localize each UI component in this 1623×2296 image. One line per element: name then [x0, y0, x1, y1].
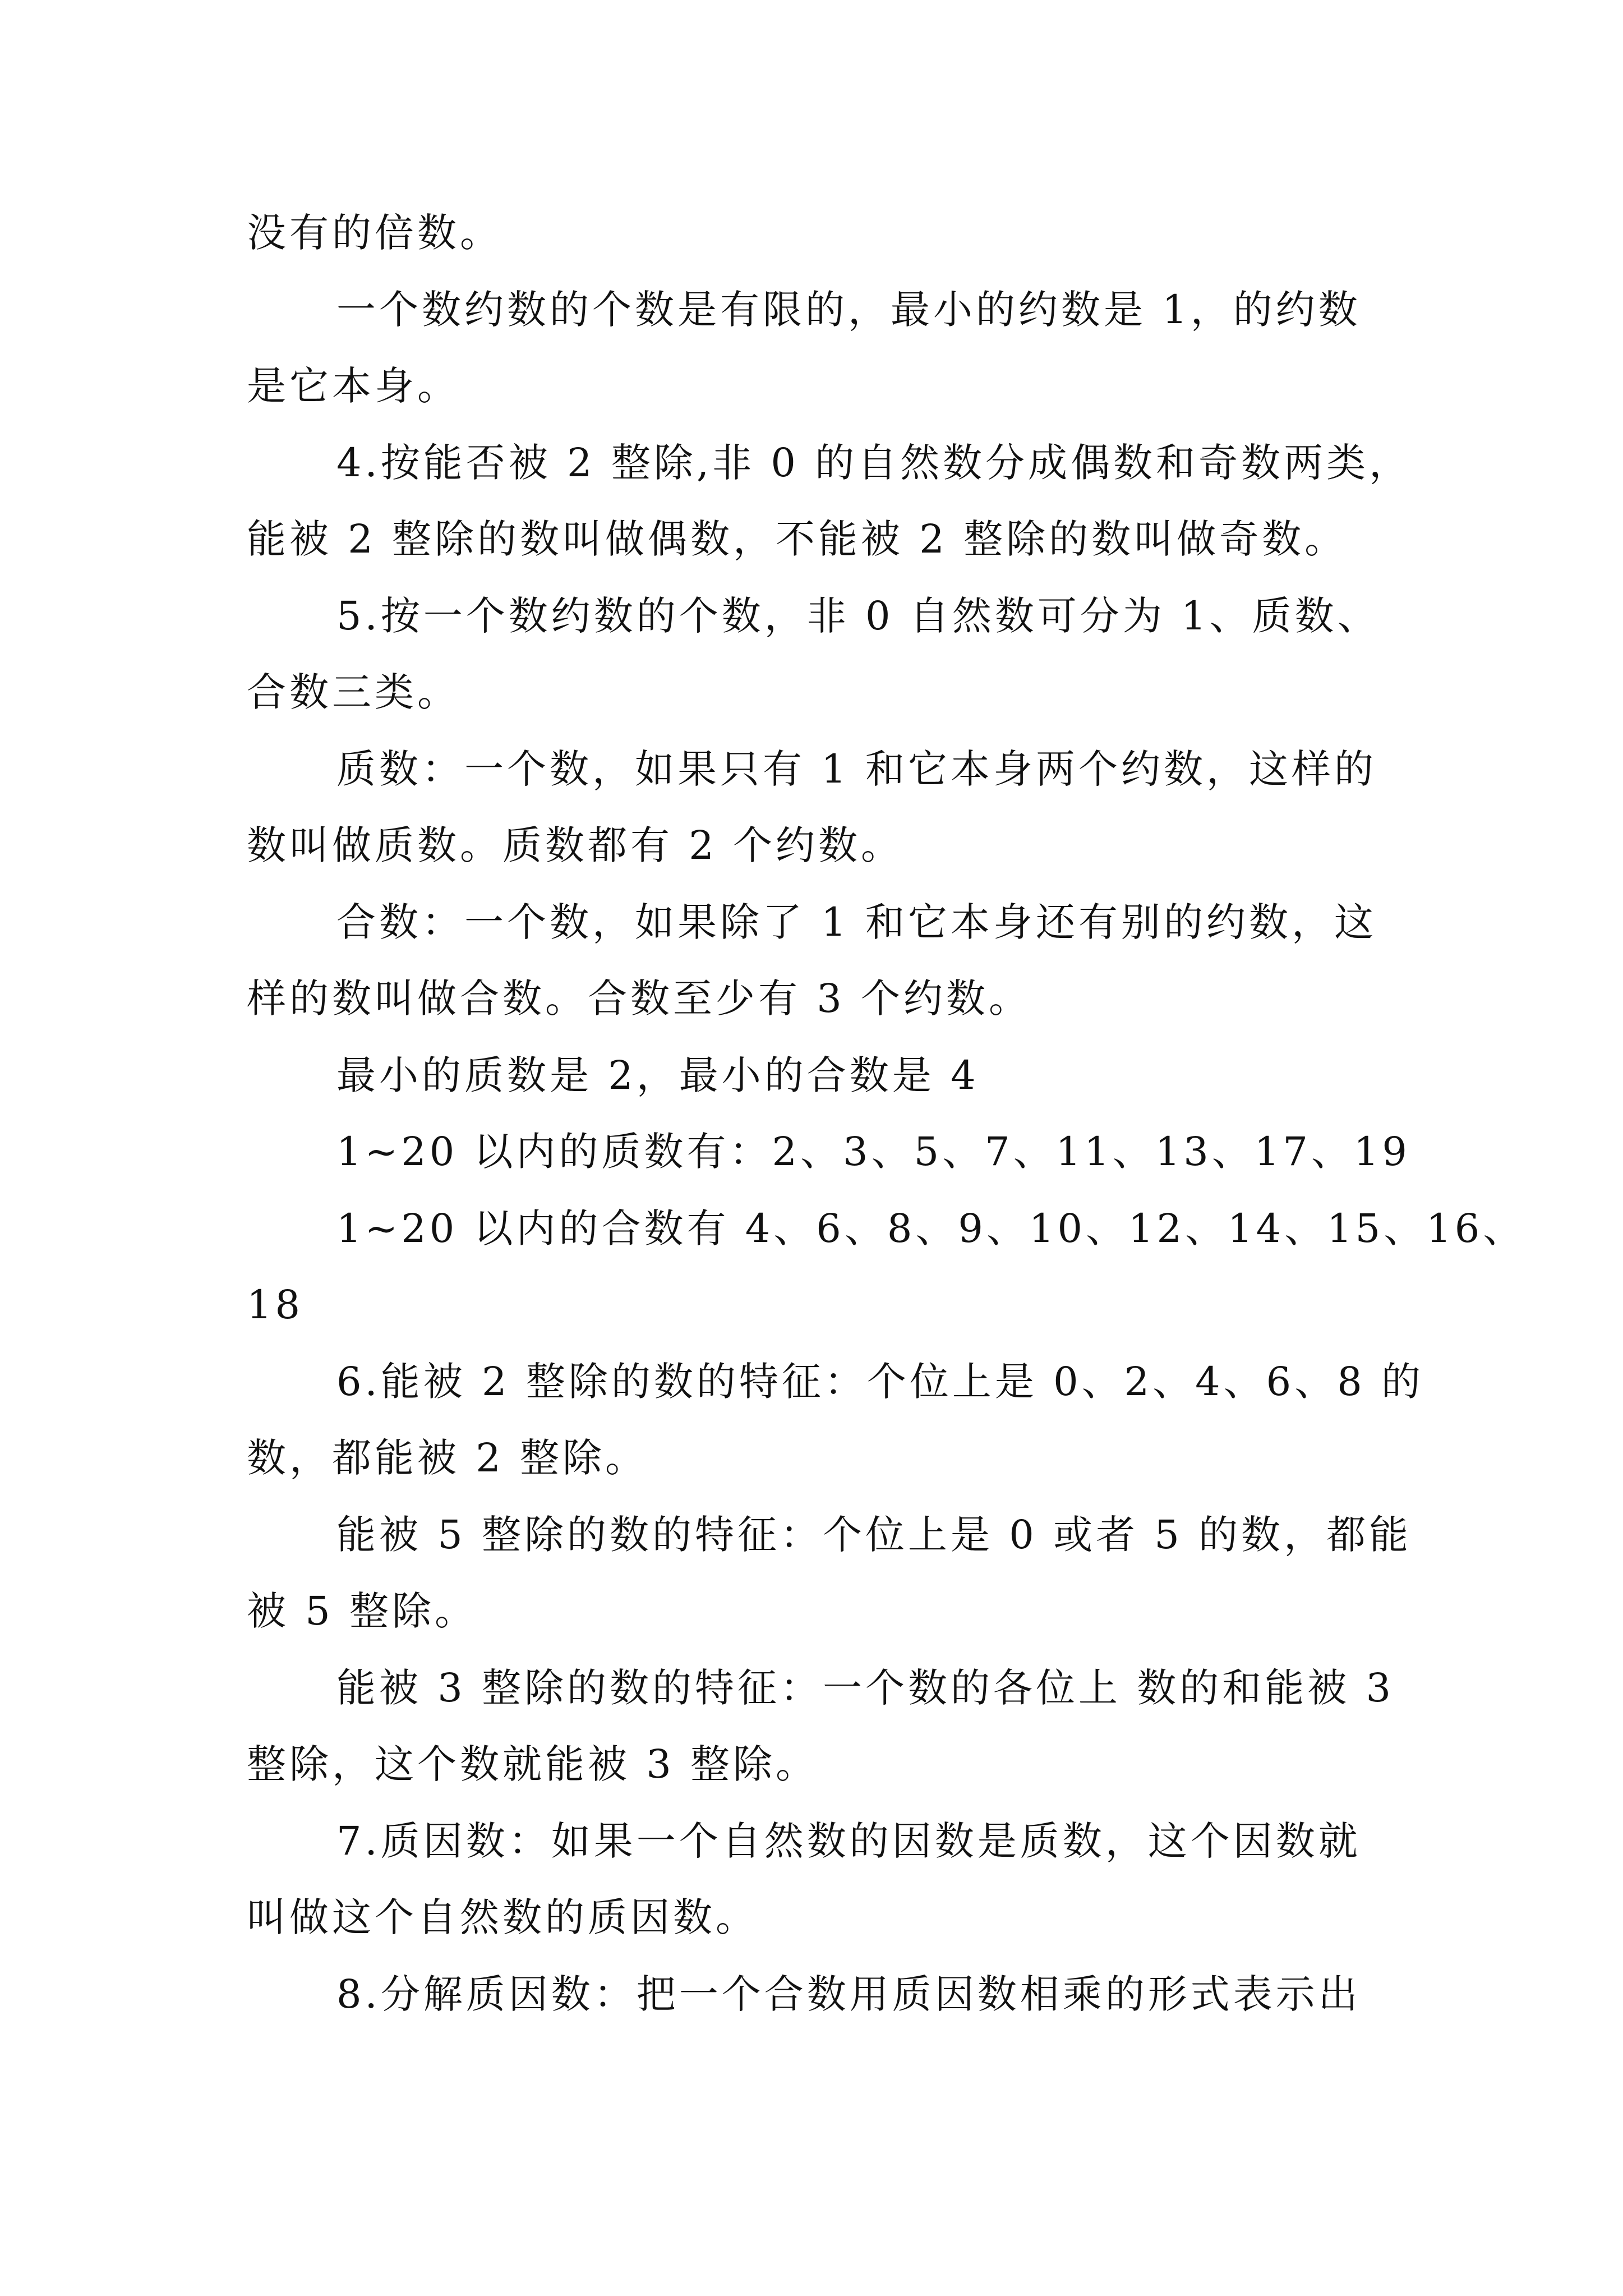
text-line-18: 能被 5 整除的数的特征：个位上是 0 或者 5 的数，都能	[336, 1512, 1412, 1558]
text-line-15: 18	[247, 1282, 304, 1328]
text-line-1: 没有的倍数。	[247, 210, 502, 256]
text-line-16: 6.能被 2 整除的数的特征：个位上是 0、2、4、6、8 的	[336, 1359, 1424, 1405]
text-line-22: 7.质因数：如果一个自然数的因数是质数，这个因数就	[336, 1818, 1361, 1864]
text-line-10: 合数：一个数，如果除了 1 和它本身还有别的约数，这	[336, 899, 1377, 945]
text-line-2: 一个数约数的个数是有限的，最小的约数是 1，的约数	[336, 287, 1361, 333]
text-line-17: 数，都能被 2 整除。	[247, 1435, 648, 1481]
text-line-13: 1~20 以内的质数有：2、3、5、7、11、13、17、19	[336, 1129, 1410, 1175]
text-line-7: 合数三类。	[247, 669, 460, 715]
text-line-21: 整除，这个数就能被 3 整除。	[247, 1741, 819, 1787]
text-line-14: 1~20 以内的合数有 4、6、8、9、10、12、14、15、16、	[336, 1205, 1526, 1251]
text-line-19: 被 5 整除。	[247, 1588, 478, 1634]
text-line-8: 质数：一个数，如果只有 1 和它本身两个约数，这样的	[336, 746, 1377, 792]
text-line-9: 数叫做质数。质数都有 2 个约数。	[247, 822, 904, 868]
text-line-20: 能被 3 整除的数的特征：一个数的各位上 数的和能被 3	[336, 1665, 1395, 1711]
text-line-3: 是它本身。	[247, 363, 460, 409]
text-line-11: 样的数叫做合数。合数至少有 3 个约数。	[247, 976, 1032, 1022]
text-line-6: 5.按一个数约数的个数，非 0 自然数可分为 1、质数、	[336, 593, 1380, 639]
text-line-24: 8.分解质因数：把一个合数用质因数相乘的形式表示出	[336, 1971, 1361, 2017]
text-line-4: 4.按能否被 2 整除,非 0 的自然数分成偶数和奇数两类，	[336, 440, 1412, 486]
text-line-12: 最小的质数是 2，最小的合数是 4	[336, 1052, 979, 1098]
text-line-23: 叫做这个自然数的质因数。	[247, 1894, 758, 1940]
text-line-5: 能被 2 整除的数叫做偶数，不能被 2 整除的数叫做奇数。	[247, 516, 1348, 562]
